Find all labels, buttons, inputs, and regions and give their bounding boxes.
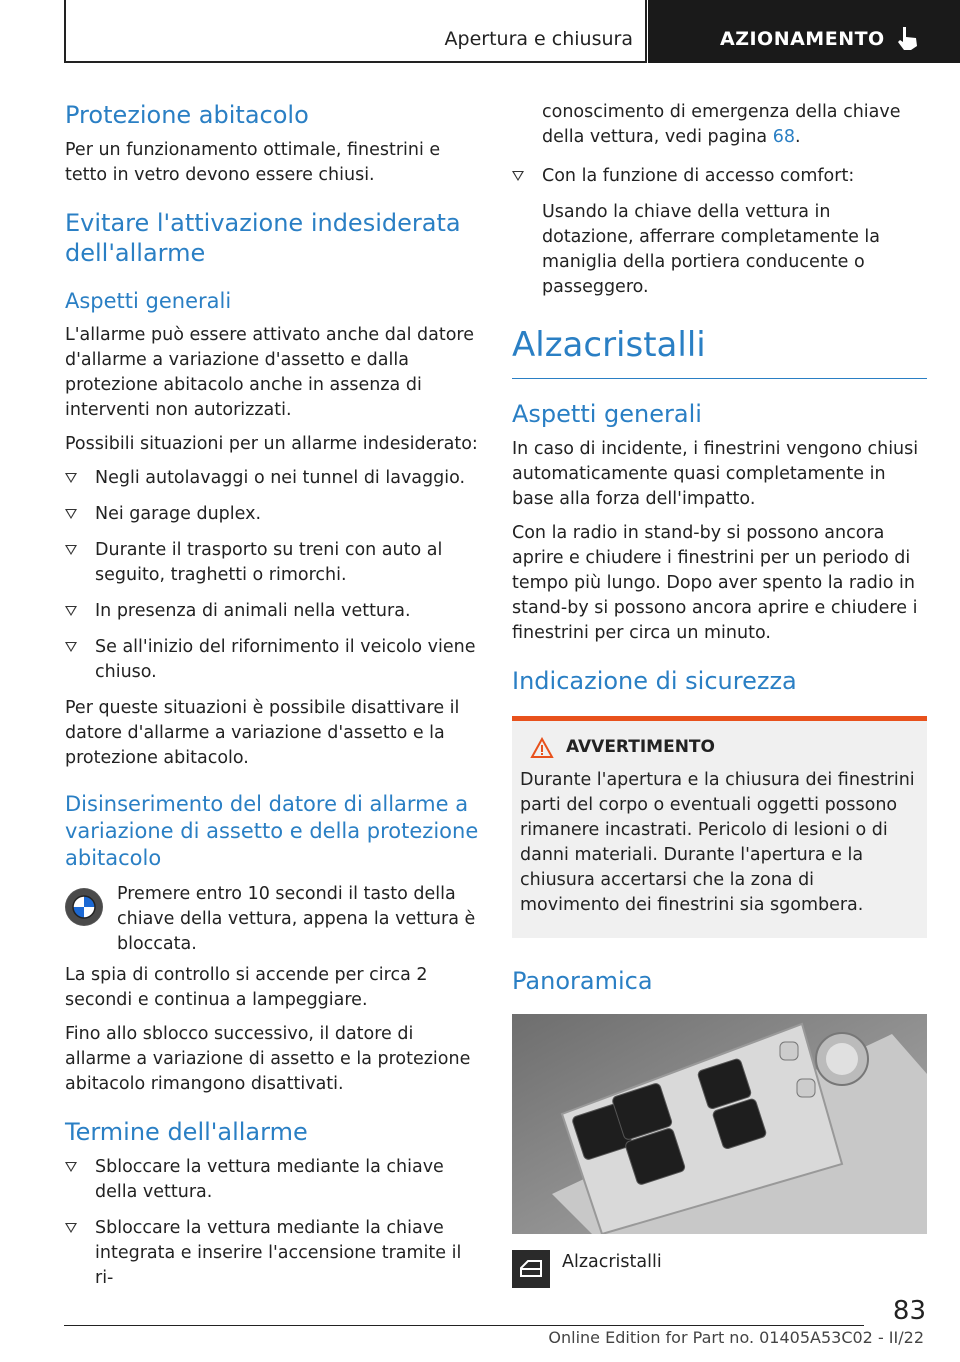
- page-link[interactable]: 68: [772, 127, 795, 147]
- warning-header: AVVERTIMENTO: [520, 735, 919, 760]
- triangle-bullet-icon: [512, 171, 524, 181]
- left-column: [65, 100, 480, 1302]
- triangle-bullet-icon: [65, 545, 77, 555]
- list-item: Se all'inizio del rifornimento il veicolo viene chiuso.: [65, 635, 480, 685]
- triangle-bullet-icon: [65, 473, 77, 483]
- window-lifter-icon: [512, 1250, 550, 1288]
- heading-alzacristalli: Alzacristalli: [512, 324, 927, 379]
- heading-evitare: Evitare l'attivazione indesiderata dell'allarme: [65, 209, 461, 267]
- header-chapter-tab: [648, 0, 960, 63]
- header-chapter-label: AZIONAMENTO: [720, 28, 885, 50]
- disins-p2: Fino allo sblocco successivo, il datore di allarme a variazione di assetto e la protezione abitacolo rimangono disattivati.: [65, 1024, 471, 1094]
- termine-list: [65, 1155, 480, 1291]
- comfort-text: Usando la chiave della vettura in dotazione, afferrare completamente la maniglia della portiera conducente o passeggero.: [542, 202, 881, 297]
- heading-aspetti-right: Aspetti generali: [512, 400, 702, 428]
- list-item: Durante il trasporto su treni con auto al seguito, traghetti o rimorchi.: [65, 538, 480, 588]
- comfort-list: [512, 164, 927, 189]
- heading-protezione: Protezione abitacolo: [65, 101, 309, 129]
- heading-termine: Termine dell'allarme: [65, 1118, 308, 1146]
- alza-p2: Con la radio in stand-by si possono ancora aprire e chiudere i finestrini per un periodo di tempo più lungo. Dopo aver spento la radio in stand-by si possono ancora aprire e chiudere i finestrini per circa un minuto.: [512, 523, 918, 643]
- list-item: In presenza di animali nella vettura.: [65, 599, 480, 624]
- alza-p1: In caso di incidente, i finestrini vengono chiusi automaticamente quasi completamente in base alla forza dell'impatto.: [512, 439, 919, 509]
- heading-sicurezza: Indicazione di sicurezza: [512, 667, 797, 695]
- bmw-key-button-icon: [65, 888, 103, 926]
- warning-box: [512, 716, 927, 938]
- warning-text: Durante l'apertura e la chiusura dei finestrini parti del corpo o eventuali oggetti possono rimanere incastrati. Pericolo di lesioni o di danni materiali. Durante l'apertura e la chiusura accertarsi che la zona di movimento dei finestrini sia sgombera.: [520, 770, 915, 915]
- heading-panoramica: Panoramica: [512, 967, 653, 995]
- list-item: Sbloccare la vettura mediante la chiave della vettura.: [65, 1155, 480, 1205]
- triangle-bullet-icon: [65, 606, 77, 616]
- window-switches-photo: [512, 1014, 927, 1234]
- triangle-bullet-icon: [65, 1223, 77, 1233]
- key-button-text: Premere entro 10 secondi il tasto della chiave della vettura, appena la vettura è bloccata.: [117, 884, 476, 954]
- footer-edition: Online Edition for Part no. 01405A53C02 - II/22: [548, 1328, 924, 1347]
- list-item: Con la funzione di accesso comfort:: [512, 164, 927, 189]
- aspetti-p2: Possibili situazioni per un allarme indesiderato:: [65, 434, 478, 454]
- triangle-bullet-icon: [65, 509, 77, 519]
- situazioni-list: [65, 466, 480, 685]
- protezione-text: Per un funzionamento ottimale, finestrini e tetto in vetro devono essere chiusi.: [65, 140, 441, 185]
- footer-divider: [64, 1325, 864, 1326]
- header-section-label: Apertura e chiusura: [444, 28, 633, 50]
- page-number: 83: [892, 1296, 926, 1326]
- warning-triangle-icon: [530, 737, 554, 759]
- triangle-bullet-icon: [65, 1162, 77, 1172]
- list-item: Sbloccare la vettura mediante la chiave integrata e inserire l'accensione tramite il ri-: [65, 1216, 480, 1291]
- list-item: Negli autolavaggi o nei tunnel di lavaggio.: [65, 466, 480, 491]
- right-column: [512, 100, 927, 1288]
- header-section-tab: [64, 0, 647, 63]
- triangle-bullet-icon: [65, 642, 77, 652]
- aspetti-p1: L'allarme può essere attivato anche dal datore d'allarme a variazione d'assetto e dalla protezione abitacolo anche in assenza di interventi non autorizzati.: [65, 325, 474, 420]
- list-item: Nei garage duplex.: [65, 502, 480, 527]
- heading-disinserimento: Disinserimento del datore di allarme a variazione di assetto e della protezione abitacolo: [65, 792, 479, 870]
- aspetti-p3: Per queste situazioni è possibile disattivare il datore d'allarme a variazione d'assetto e la protezione abitacolo.: [65, 698, 460, 768]
- photo-caption: [512, 1250, 927, 1288]
- hand-pointer-icon: [894, 24, 922, 52]
- key-button-instruction: [65, 882, 480, 957]
- continued-text: conoscimento di emergenza della chiave della vettura, vedi pagina 68.: [542, 102, 901, 147]
- disins-p1: La spia di controllo si accende per circa 2 secondi e continua a lampeggiare.: [65, 965, 428, 1010]
- heading-aspetti-left: Aspetti generali: [65, 289, 232, 313]
- caption-text: Alzacristalli: [562, 1252, 662, 1272]
